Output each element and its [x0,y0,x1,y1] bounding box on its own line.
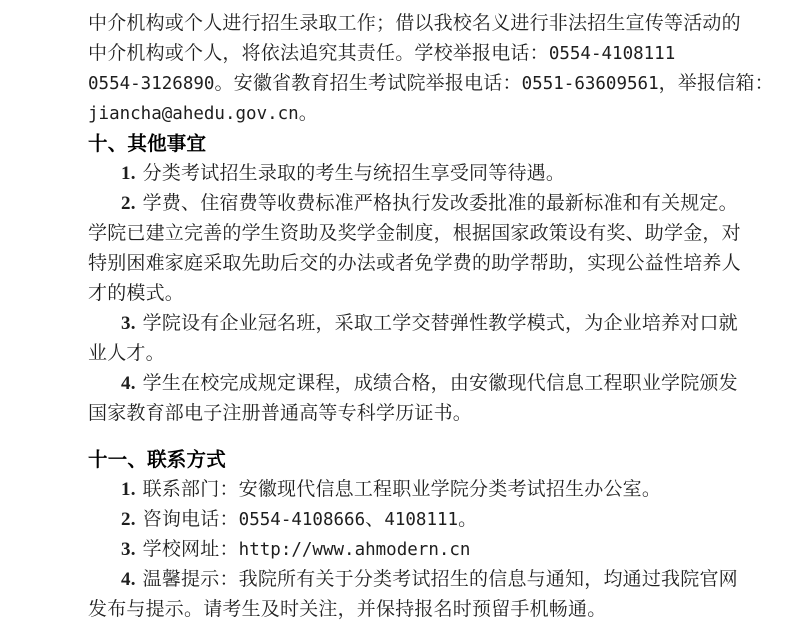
paragraph-line [88,69,774,99]
text-run: 。安徽省教育招生考试院举报电话： [214,73,522,94]
paragraph-line [88,369,756,399]
text-run: 学院设有企业冠名班，采取工学交替弹性教学模式，为企业培养对口就 [142,313,738,334]
ascii-text: jiancha@ahedu.gov.cn [88,104,299,124]
text-run: 咨询电话： [142,509,239,530]
document-content [88,9,774,625]
paragraph-line [88,535,756,565]
paragraph-line [88,99,756,129]
text-run: 联系部门：安徽现代信息工程职业学院分类考试招生办公室。 [142,479,662,500]
heading-text: 十一、联系方式 [88,449,226,471]
text-run: 特别困难家庭采取先助后交的办法或者免学费的助学帮助，实现公益性培养人 [88,253,741,274]
paragraph-line [88,399,756,429]
text-run: 。 [298,103,318,124]
text-run: 学生在校完成规定课程，成绩合格，由安徽现代信息工程职业学院颁发 [142,373,738,394]
paragraph-line [88,475,756,505]
list-number: 1. [121,479,136,500]
paragraph-line [88,309,756,339]
section-heading-other-matters [88,129,756,159]
paragraph-line [88,159,756,189]
paragraph-line [88,505,756,535]
paragraph-line [88,565,756,595]
ascii-text: 0551-63609561 [521,74,659,94]
text-run: ，举报信箱： [658,73,774,94]
list-number: 3. [121,313,136,334]
section-heading-contact [88,445,756,475]
ascii-text: 0554-4108111 [548,44,676,64]
paragraph-line [88,219,756,249]
text-run: 发布与提示。请考生及时关注，并保持报名时预留手机畅通。 [88,599,607,620]
ascii-text: 0554-3126890 [88,74,215,94]
text-run: 中介机构或个人，将依法追究其责任。学校举报电话： [88,43,549,64]
text-run: 、 [365,509,385,530]
list-number: 3. [121,539,136,560]
text-run: 中介机构或个人进行招生录取工作；借以我校名义进行非法招生宣传等活动的 [88,13,741,34]
paragraph-line [88,279,756,309]
ascii-text: 0554-4108666 [238,510,366,530]
list-number: 4. [121,569,136,590]
ascii-text: 4108111 [384,510,459,530]
text-run: 温馨提示：我院所有关于分类考试招生的信息与通知，均通过我院官网 [142,569,738,590]
paragraph-line [88,189,756,219]
list-number: 1. [121,163,136,184]
text-run: 分类考试招生录取的考生与统招生享受同等待遇。 [142,163,566,184]
paragraph-line [88,339,756,369]
paragraph-line [88,595,756,625]
text-run: 学院已建立完善的学生资助及奖学金制度，根据国家政策设有奖、助学金，对 [88,223,741,244]
paragraph-line [88,9,756,39]
heading-text: 十、其他事宜 [88,133,207,155]
text-run: 业人才。 [88,343,165,364]
list-number: 2. [121,193,136,214]
list-number: 2. [121,509,136,530]
text-run: 国家教育部电子注册普通高等专科学历证书。 [88,403,473,424]
text-run: 。 [458,509,478,530]
paragraph-line [88,249,756,279]
text-run: 学费、住宿费等收费标准严格执行发改委批准的最新标准和有关规定。 [142,193,738,214]
list-number: 4. [121,373,136,394]
paragraph-line [88,39,756,69]
text-run: 才的模式。 [88,283,185,304]
ascii-text: http://www.ahmodern.cn [238,540,471,560]
text-run: 学校网址： [142,539,239,560]
